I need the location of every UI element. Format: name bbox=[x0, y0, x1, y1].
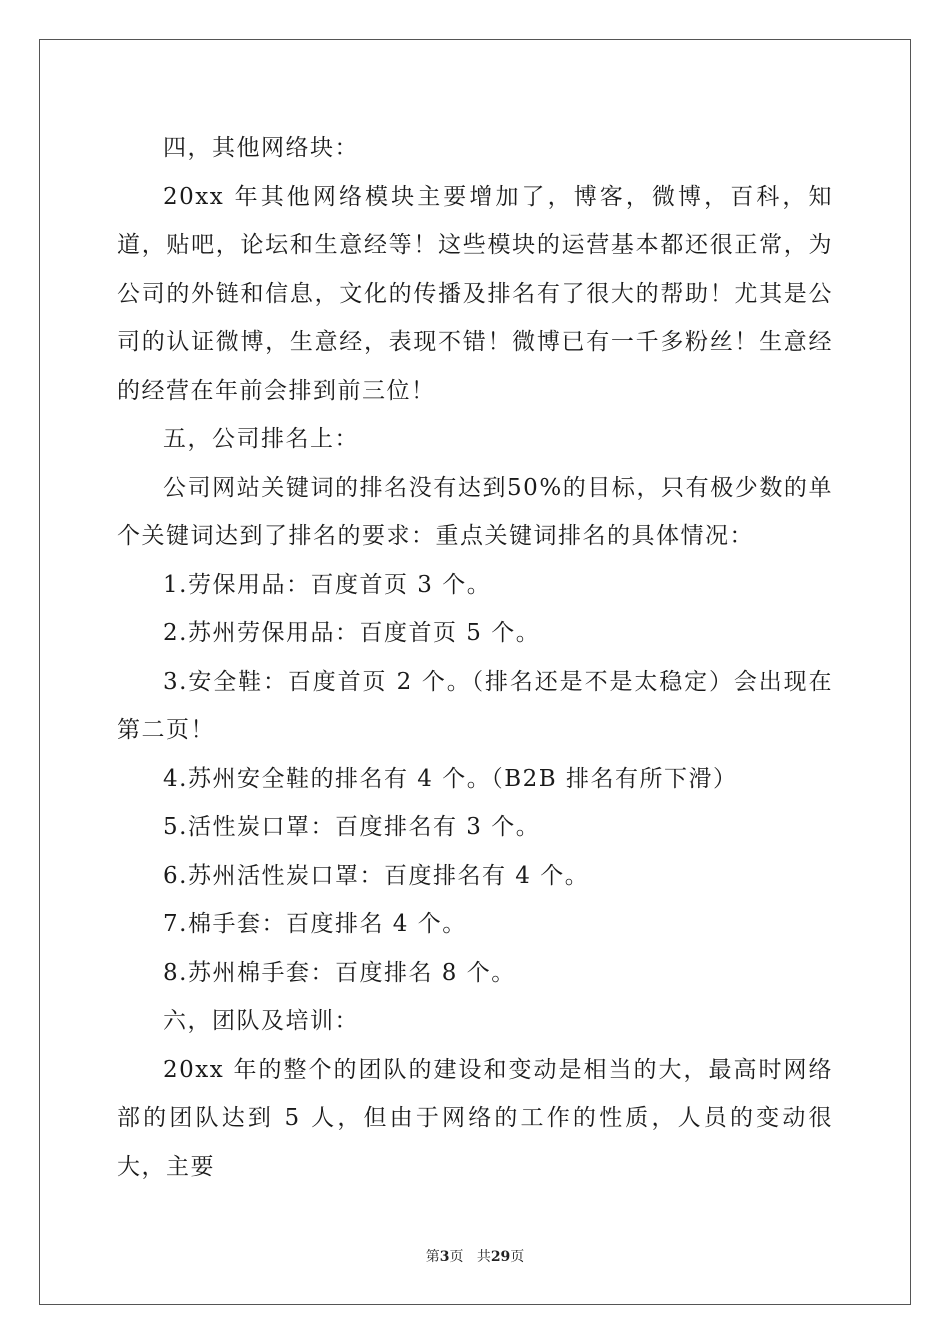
section-heading-6: 六，团队及培训： bbox=[163, 1008, 359, 1034]
document-body bbox=[117, 124, 833, 1191]
list-item-7: 7.棉手套：百度排名 4 个。 bbox=[163, 911, 467, 937]
list-item-8: 8.苏州棉手套：百度排名 8 个。 bbox=[163, 959, 516, 986]
section-heading-5: 五，公司排名上： bbox=[163, 426, 359, 452]
footer-total-suffix: 页 bbox=[510, 1249, 525, 1265]
list-item-1: 1.劳保用品：百度首页 3 个。 bbox=[163, 571, 492, 598]
footer-total-pages: 29 bbox=[490, 1249, 511, 1265]
paragraph-other-modules: 20xx 年其他网络模块主要增加了，博客，微博，百科，知道，贴吧，论坛和生意经等！这些模块的运营基本都还很正常，为公司的外链和信息，文化的传播及排名有了很大的帮助！尤其是公司的认证微博，生意经，表现不错！微博已有一千多粉丝！生意经的经营在年前会排到前三位！ bbox=[117, 183, 833, 404]
page-footer bbox=[0, 1246, 950, 1266]
footer-total-prefix: 共 bbox=[476, 1249, 491, 1265]
list-item-2: 2.苏州劳保用品：百度首页 5 个。 bbox=[163, 620, 541, 646]
footer-page-prefix: 第 bbox=[425, 1249, 440, 1265]
section-heading-4: 四，其他网络块： bbox=[163, 135, 359, 161]
footer-page-number: 3 bbox=[439, 1249, 450, 1265]
footer-page-suffix: 页 bbox=[449, 1249, 464, 1265]
list-item-6: 6.苏州活性炭口罩：百度排名有 4 个。 bbox=[163, 862, 590, 889]
paragraph-ranking: 公司网站关键词的排名没有达到50%的目标，只有极少数的单个关键词达到了排名的要求：重点关键词排名的具体情况： bbox=[117, 474, 833, 549]
list-item-5: 5.活性炭口罩：百度排名有 3 个。 bbox=[163, 814, 541, 840]
list-item-4: 4.苏州安全鞋的排名有 4 个。（B2B 排名有所下滑） bbox=[163, 765, 738, 792]
list-item-3: 3.安全鞋：百度首页 2 个。（排名还是不是太稳定）会出现在第二页！ bbox=[117, 668, 833, 743]
paragraph-team: 20xx 年的整个的团队的建设和变动是相当的大，最高时网络部的团队达到 5 人，但由于网络的工作的性质，人员的变动很大，主要 bbox=[117, 1056, 833, 1180]
